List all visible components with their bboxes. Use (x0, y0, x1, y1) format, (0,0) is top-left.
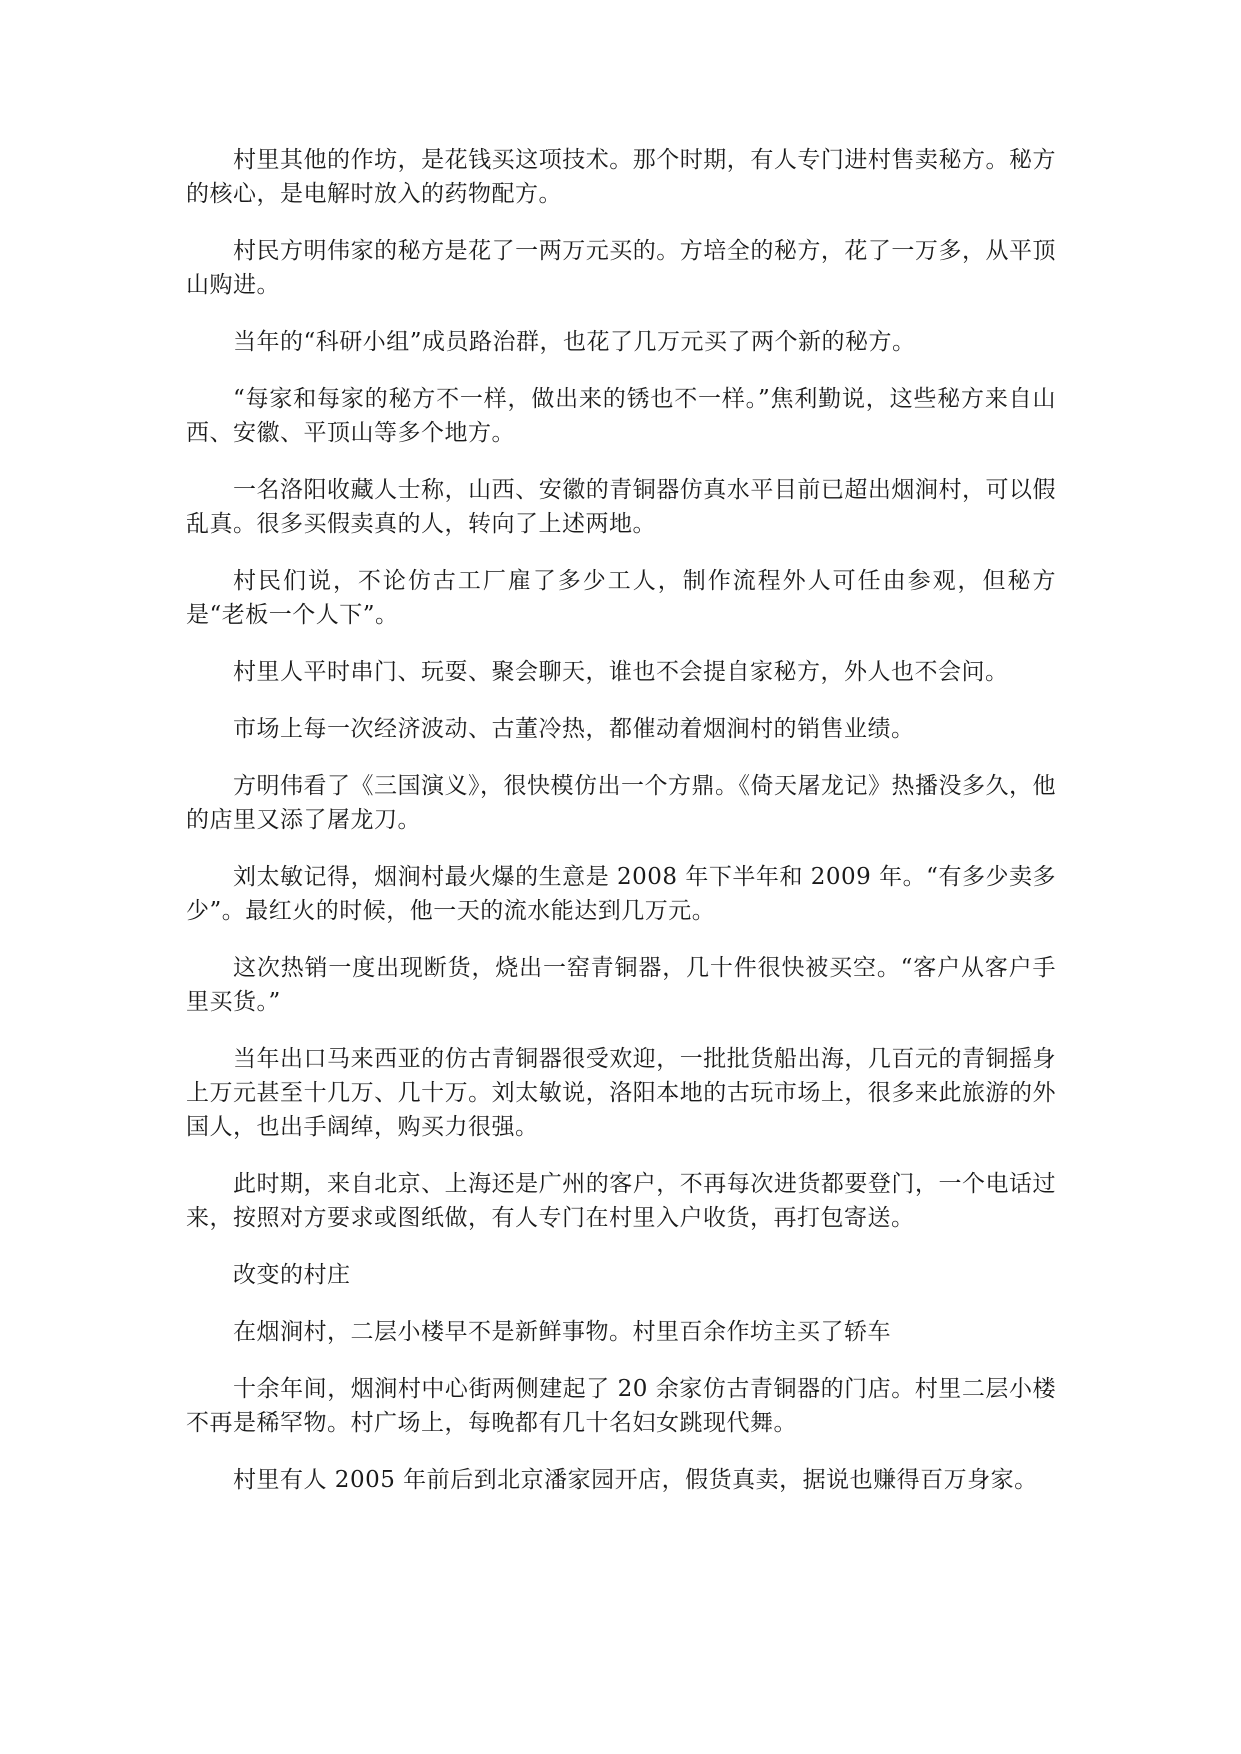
paragraph: 村里人平时串门、玩耍、聚会聊天，谁也不会提自家秘方，外人也不会问。 (233, 659, 1009, 685)
paragraph: 村民方明伟家的秘方是花了一两万元买的。方培全的秘方，花了一万多，从平顶山购进。 (186, 238, 1056, 298)
paragraph: 村里有人 2005 年前后到北京潘家园开店，假货真卖，据说也赚得百万身家。 (233, 1467, 1038, 1493)
paragraph: 十余年间，烟涧村中心街两侧建起了 20 余家仿古青铜器的门店。村里二层小楼不再是稀罕物。村广场上，每晚都有几十名妇女跳现代舞。 (186, 1376, 1056, 1436)
paragraph: 方明伟看了《三国演义》，很快模仿出一个方鼎。《倚天屠龙记》热播没多久，他的店里又添了屠龙刀。 (186, 773, 1056, 833)
paragraph: 当年的“科研小组”成员路治群，也花了几万元买了两个新的秘方。 (233, 329, 916, 355)
paragraph: 市场上每一次经济波动、古董冷热，都催动着烟涧村的销售业绩。 (233, 716, 915, 742)
paragraph: 此时期，来自北京、上海还是广州的客户，不再每次进货都要登门，一个电话过来，按照对方要求或图纸做，有人专门在村里入户收货，再打包寄送。 (186, 1171, 1056, 1231)
paragraph: 村民们说，不论仿古工厂雇了多少工人，制作流程外人可任由参观，但秘方是“老板一个人下”。 (186, 568, 1056, 628)
paragraph: 刘太敏记得，烟涧村最火爆的生意是 2008 年下半年和 2009 年。“有多少卖多少”。最红火的时候，他一天的流水能达到几万元。 (186, 864, 1056, 924)
section-heading: 改变的村庄 (233, 1262, 351, 1288)
paragraph: “每家和每家的秘方不一样，做出来的锈也不一样。”焦利勤说，这些秘方来自山西、安徽、平顶山等多个地方。 (186, 386, 1056, 446)
paragraph: 这次热销一度出现断货，烧出一窑青铜器，几十件很快被买空。“客户从客户手里买货。” (186, 955, 1056, 1015)
paragraph: 当年出口马来西亚的仿古青铜器很受欢迎，一批批货船出海，几百元的青铜摇身上万元甚至十几万、几十万。刘太敏说，洛阳本地的古玩市场上，很多来此旅游的外国人，也出手阔绰，购买力很强。 (186, 1046, 1056, 1140)
article-body (186, 143, 1056, 1520)
paragraph: 一名洛阳收藏人士称，山西、安徽的青铜器仿真水平目前已超出烟涧村，可以假乱真。很多买假卖真的人，转向了上述两地。 (186, 477, 1056, 537)
paragraph: 村里其他的作坊，是花钱买这项技术。那个时期，有人专门进村售卖秘方。秘方的核心，是电解时放入的药物配方。 (186, 147, 1056, 207)
paragraph: 在烟涧村，二层小楼早不是新鲜事物。村里百余作坊主买了轿车 (233, 1319, 891, 1345)
